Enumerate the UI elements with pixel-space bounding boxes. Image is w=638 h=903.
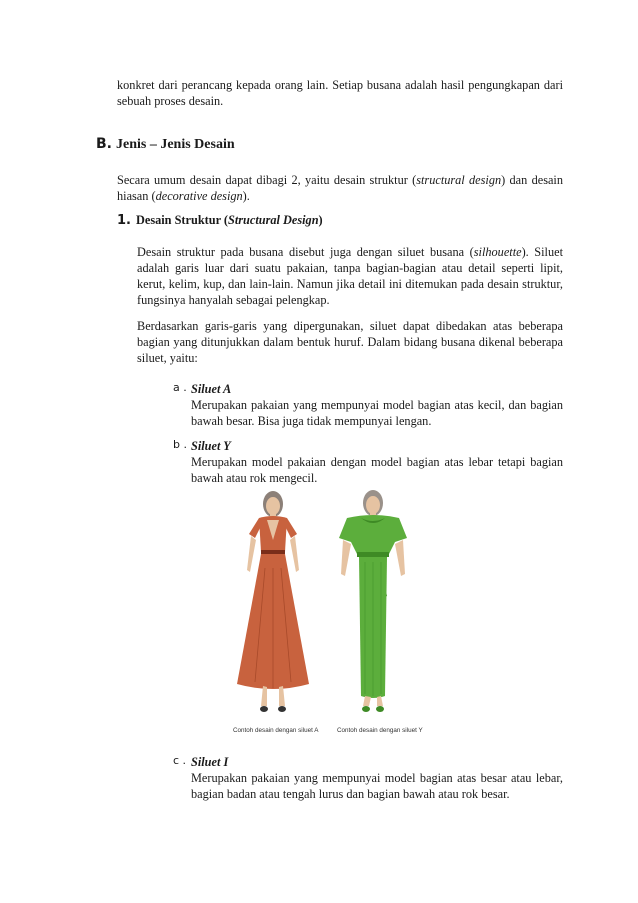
section-b-title: Jenis – Jenis Desain [116,137,235,152]
item-b-title: Siluet Y [191,439,231,453]
item-a-description: Merupakan pakaian yang mempunyai model bagian atas kecil, dan bagian bawah besar. Bisa juga tidak mempunyai lengan. [191,398,563,428]
item-a-title: Siluet A [191,382,232,396]
silhouette-figure [225,488,435,738]
arm-y-left [341,540,351,576]
fashion-illustration [225,488,435,738]
arm-a-right [290,536,299,572]
subsection-1-marker: 1. [117,213,131,228]
caption-siluet-y: Contoh desain dengan siluet Y [337,727,423,734]
silhouette-term: silhouette [473,245,522,259]
dress-a-illustration [237,491,309,712]
subsection-1-title-end: ) [318,213,323,227]
item-c-letter: c . [173,754,187,767]
shoe-a-right [278,706,286,712]
subsection-1-title-start: Desain Struktur ( [135,213,228,227]
item-b-description: Merupakan model pakaian dengan model bagian atas lebar tetapi bagian bawah atau rok mengecil. [191,455,563,485]
belt-y [357,552,389,557]
item-c-title: Siluet I [191,755,229,769]
belt-a [261,550,285,554]
subsection-1-heading [117,213,323,228]
face-y [366,496,380,514]
item-a-letter: a . [173,381,187,394]
item-c-description: Merupakan pakaian yang mempunyai model bagian atas besar atau lebar, bagian badan atau tengah lurus dan bagian bawah atau rok besar. [191,771,563,801]
arm-a-left [247,536,256,572]
section-b-text-mid: ) dan desain hiasan ( [117,173,563,203]
arm-y-right [395,540,405,576]
section-b-text-end: ). [242,189,250,203]
face-a [266,497,280,515]
structure-paragraph-1 [137,244,563,308]
shoe-a-left [260,706,268,712]
section-b-marker: B. [96,136,112,152]
section-b-paragraph [117,172,563,204]
shoe-y-right [376,706,384,712]
subsection-1-title-em: Structural Design [228,213,319,227]
caption-siluet-a: Contoh desain dengan siluet A [233,727,319,734]
section-b-heading [96,136,235,153]
intro-paragraph: konkret dari perancang kepada orang lain. Setiap busana adalah hasil pengungkapan dari sebuah proses desain. [117,78,563,108]
decorative-design-term: decorative design [155,189,243,203]
section-b-text-start: Secara umum desain dapat dibagi 2, yaitu desain struktur ( [117,173,417,187]
dress-y-illustration [339,490,407,712]
structural-design-term: structural design [416,173,502,187]
shoe-y-left [362,706,370,712]
p1-text-start: Desain struktur pada busana disebut juga dengan siluet busana ( [137,245,474,259]
structure-paragraph-2: Berdasarkan garis-garis yang dipergunakan, siluet dapat dibedakan atas beberapa bagian yang ditunjukkan dalam bentuk huruf. Dalam bidang busana dikenal beberapa siluet, yaitu: [137,319,563,365]
p1-text-end: ). Siluet adalah garis luar dari suatu pakaian, tanpa bagian-bagian atau detail seperti lipit, kerut, kelim, kup, dan lain-lain. Namun jika detail ini ditemukan pada desain struktur, fungsinya hanyalah sebagai pelengkap. [137,245,563,307]
item-b-letter: b . [173,438,187,451]
